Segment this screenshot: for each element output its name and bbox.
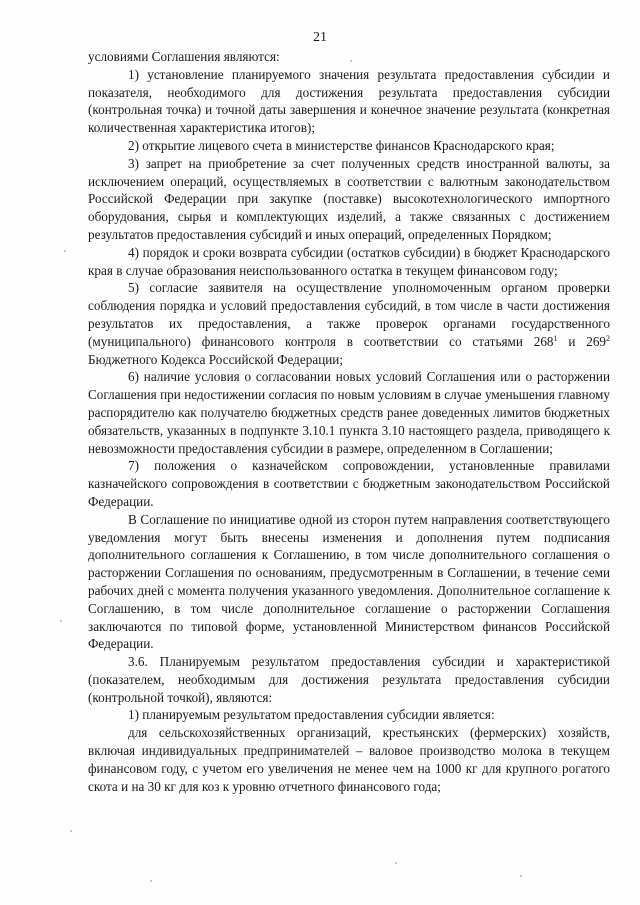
paragraph-item-1: 1) установление планируемого значения результата предоставления субсидии и показателя, необходимого для достижения результата предоставления субсидии (контрольная точка) и точной даты завершения и конечное значение результата (конкретная количественная характеристика итогов);	[88, 66, 610, 136]
page-number: 21	[313, 30, 327, 45]
paragraph-item-5-end: Бюджетного Кодекса Российской Федерации;	[88, 351, 344, 367]
paragraph-agreement-changes: В Соглашение по инициативе одной из сторон путем направления соответствующего уведомления могут быть внесены изменения и дополнения путем подписания дополнительного соглашения к Соглашению, в том числе дополнительного соглашения о расторжении Соглашения по основаниям, предусмотренным в Соглашении, в течение семи рабочих дней с момента получения указанного уведомления. Дополнительное соглашение к Соглашению, в том числе дополнительное соглашение о расторжении Соглашения заключаются по типовой форме, установленной Министерством финансов Российской Федерации.	[88, 511, 610, 652]
scan-speck	[150, 880, 152, 882]
paragraph-section-3-6: 3.6. Планируемым результатом предоставления субсидии и характеристикой (показателем, необходимым для достижения результата предоставления субсидии (контрольной точкой), являются:	[88, 654, 610, 705]
superscript-2: 2	[606, 333, 611, 343]
scan-speck	[520, 875, 522, 877]
superscript-1: 1	[553, 333, 558, 343]
paragraph-result-item-1: 1) планируемым результатом предоставления субсидии является:	[128, 707, 495, 723]
paragraph-item-3: 3) запрет на приобретение за счет полученных средств иностранной валюты, за исключением операций, осуществляемых в соответствии с валютным законодательством Российской Федерации при закупке (поставке) высокотехнологического импортного оборудования, сырья и комплектующих изделий, а также связанных с достижением результатов предоставления субсидий и иных операций, определенных Порядком;	[88, 155, 610, 242]
scan-speck	[350, 60, 352, 62]
paragraph-item-5-text: 5) согласие заявителя на осуществление уполномоченным органом проверки соблюдения порядка и условий предоставления субсидий, в том числе в части достижения результатов их предоставления, а также проверок органами государственного (муниципального) финансового контроля в соответствии со статьями 268	[88, 280, 610, 349]
scan-speck	[64, 250, 66, 252]
paragraph-item-5	[88, 279, 610, 368]
paragraph-item-6: 6) наличие условия о согласовании новых условий Соглашения или о расторжении Соглашения при недостижении согласия по новым условиям в случае уменьшения главному распорядителю как получателю бюджетных средств ранее доведенных лимитов бюджетных обязательств, указанных в подпункте 3.10.1 пункта 3.10 настоящего раздела, приводящего к невозможности предоставления субсидии в размере, определенном в Соглашении;	[88, 369, 610, 456]
paragraph-agricultural-orgs: для сельскохозяйственных организаций, крестьянских (фермерских) хозяйств, включая индивидуальных предпринимателей – валовое производство молока в текущем финансовом году, с учетом его увеличения не менее чем на 1000 кг для крупного рогатого скота и на 30 кг для коз к уровню отчетного финансового года;	[88, 725, 610, 794]
paragraph-item-7: 7) положения о казначейском сопровождении, установленные правилами казначейского сопровождения в соответствии с бюджетным законодательством Российской Федерации.	[88, 458, 610, 509]
scan-speck	[70, 830, 72, 832]
paragraph-item-2: 2) открытие лицевого счета в министерстве финансов Краснодарского края;	[128, 137, 555, 153]
paragraph-item-5-mid: и 269	[557, 333, 607, 349]
paragraph-conditions-intro: условиями Соглашения являются:	[88, 49, 280, 64]
document-body	[88, 48, 610, 795]
scan-speck	[60, 620, 62, 622]
scan-speck	[395, 862, 397, 864]
paragraph-item-4: 4) порядок и сроки возврата субсидии (остатков субсидии) в бюджет Краснодарского края в случае образования неиспользованного остатка в текущем финансовом году;	[88, 244, 610, 278]
